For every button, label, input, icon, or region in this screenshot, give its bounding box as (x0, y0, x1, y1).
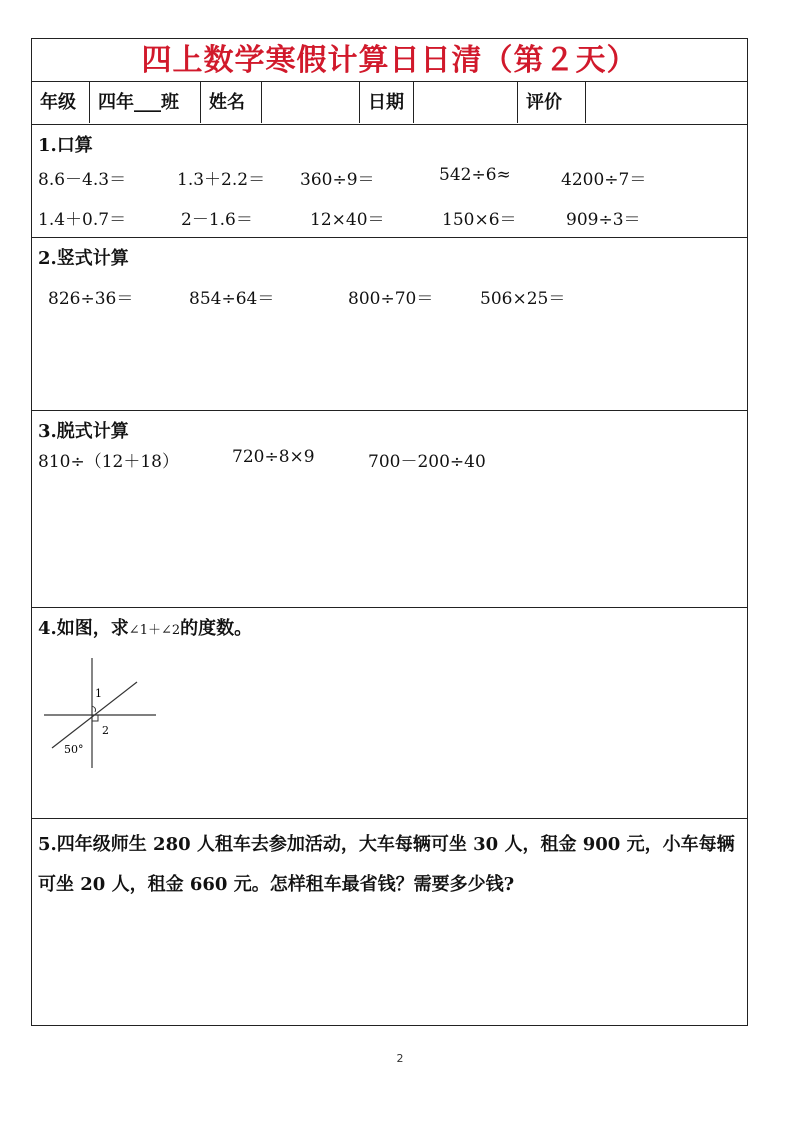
page-number: 2 (396, 1052, 404, 1065)
title-row (32, 39, 747, 82)
problem: 150×6＝ (442, 210, 517, 230)
info-row (32, 82, 747, 125)
problem: 8.6－4.3＝ (38, 170, 127, 190)
section-title: 3.脱式计算 (38, 421, 129, 442)
problem: 700－200÷40 (368, 452, 486, 472)
grade-label: 年级 (32, 82, 90, 123)
problem: 360÷9＝ (300, 170, 375, 190)
angle-diagram (40, 658, 160, 773)
problem: 12×40＝ (310, 210, 385, 230)
rating-label: 评价 (518, 82, 586, 123)
section-mental-math (32, 125, 747, 238)
question-suffix: 的度数。 (180, 618, 253, 639)
problem: 4200÷7＝ (561, 170, 647, 190)
section-geometry (32, 608, 747, 819)
date-field[interactable] (414, 82, 518, 123)
worksheet (31, 38, 748, 1026)
section-title: 2.竖式计算 (38, 248, 129, 269)
section-title (38, 614, 252, 640)
name-label: 姓名 (201, 82, 262, 123)
problem: 1.4＋0.7＝ (38, 210, 127, 230)
section-vertical-calc (32, 238, 747, 411)
problem: 720÷8×9 (232, 447, 315, 467)
rating-field[interactable] (586, 82, 747, 123)
worksheet-title: 四上数学寒假计算日日清（第２天） (141, 43, 638, 78)
problem: 800÷70＝ (348, 289, 434, 309)
word-problem-text: 5.四年级师生 280 人租车去参加活动，大车每辆可坐 30 人，租金 900 元，小车每辆可坐 20 人，租金 660 元。怎样租车最省钱？需要多少钱? (38, 834, 735, 895)
section-title: 1.口算 (38, 135, 93, 156)
problem: 854÷64＝ (189, 289, 275, 309)
date-label: 日期 (360, 82, 414, 123)
section-word-problem (32, 819, 747, 1025)
problem: 810÷（12＋18） (38, 452, 179, 472)
problem: 826÷36＝ (48, 289, 134, 309)
angle-expression: ∠1＋∠2 (128, 623, 181, 638)
angle-50-label: 50° (64, 743, 84, 756)
problem: 2－1.6＝ (181, 210, 253, 230)
section-step-calc (32, 411, 747, 608)
problem: 909÷3＝ (566, 210, 641, 230)
problem: 542÷6≈ (439, 165, 511, 185)
grade-value: 四年___班 (90, 82, 201, 123)
name-field[interactable] (262, 82, 360, 123)
question-prefix: 4.如图，求 (38, 618, 129, 639)
angle-1-label: 1 (95, 687, 102, 700)
problem: 1.3＋2.2＝ (177, 170, 266, 190)
angle-2-label: 2 (102, 724, 109, 737)
problem: 506×25＝ (480, 289, 566, 309)
